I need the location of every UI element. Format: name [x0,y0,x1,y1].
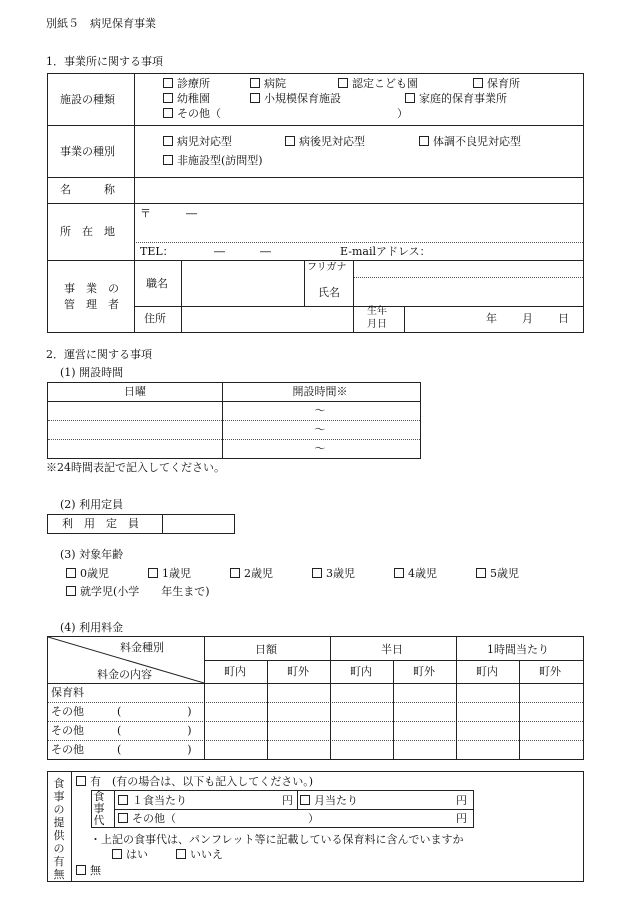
checkbox-icon [148,568,158,578]
checkbox-icon [394,568,404,578]
checkbox-icon [112,849,122,859]
fee-row-childcare: 保育料 [51,686,84,699]
meal-included-yes[interactable]: はい [112,849,148,860]
meal-per-meal-yen: 円 [282,794,293,807]
manager-birth-label-2: 月日 [367,319,387,330]
manager-birth-label-1: 生年 [367,306,387,317]
facility-option-kindergarten[interactable]: 幼稚園 [163,93,210,104]
fee-row-other: その他 ( ) [51,705,192,718]
fee-col-in-town: 町内 [224,665,246,678]
age-option-school[interactable]: 就学児(小学 年生まで) [66,586,210,597]
hours-row-tilde: ～ [314,423,326,436]
tel-dash-2: ― [260,245,271,258]
checkbox-icon [66,586,76,596]
business-option-recovering-child[interactable]: 病後児対応型 [285,136,365,147]
hours-row-tilde: ～ [314,404,326,417]
fee-col-out-town: 町外 [413,665,435,678]
section-2-title: 2．運営に関する事項 [46,348,152,361]
meal-per-meal-option[interactable]: １食当たり [118,795,187,806]
meal-side-label: 食事の提供の有無 [53,777,65,881]
postal-mark: 〒 [140,207,151,220]
business-option-visiting[interactable]: 非施設型(訪問型) [163,155,263,166]
fee-col-in-town: 町内 [350,665,372,678]
checkbox-icon [118,795,128,805]
capacity-field[interactable] [163,515,233,533]
fee-row-other: その他 ( ) [51,724,192,737]
checkbox-icon [300,795,310,805]
checkbox-icon [285,136,295,146]
fee-col-out-town: 町外 [539,665,561,678]
capacity-title: (2) 利用定員 [60,498,124,511]
facility-option-certified-kodomoen[interactable]: 認定こども園 [338,78,418,89]
checkbox-icon [338,78,348,88]
fees-title: (4) 利用料金 [60,621,124,634]
section-1-title: 1．事業所に関する事項 [46,55,163,68]
facility-name-label: 名 称 [60,183,115,196]
meal-included-no[interactable]: いいえ [176,849,223,860]
birth-year-label: 年 [486,312,497,325]
checkbox-icon [163,78,173,88]
facility-option-clinic[interactable]: 診療所 [163,78,210,89]
hours-title: (1) 開設時間 [60,366,124,379]
business-option-sick-child[interactable]: 病児対応型 [163,136,232,147]
fee-type-header: 料金種別 [120,641,164,654]
business-option-unwell-child[interactable]: 体調不良児対応型 [419,136,521,147]
birth-month-label: 月 [522,312,533,325]
hours-row-tilde: ～ [314,442,326,455]
meal-option-no[interactable]: 無 [76,865,101,876]
fee-group-half-day: 半日 [381,643,403,656]
postal-dash: ― [186,207,197,220]
checkbox-icon [419,136,429,146]
fee-group-hourly: 1時間当たり [487,643,549,656]
meal-per-month-yen: 円 [456,794,467,807]
manager-furigana-label: フリガナ [307,262,347,273]
age-option-5[interactable]: 5歳児 [476,568,519,579]
fee-content-header: 料金の内容 [97,668,152,681]
age-option-3[interactable]: 3歳児 [312,568,355,579]
meal-cost-label: 食事代 [93,790,105,827]
document-header: 別紙５ 病児保育事業 [46,17,156,30]
manager-label-1: 事 業 の [64,282,119,295]
fee-col-in-town: 町内 [476,665,498,678]
checkbox-icon [250,93,260,103]
email-label: E-mailアドレス： [340,245,431,258]
checkbox-icon [405,93,415,103]
meal-other-yen: 円 [456,812,467,825]
hours-note: ※24時間表記で記入してください。 [46,461,225,474]
manager-name-label: 氏名 [318,286,340,299]
age-option-4[interactable]: 4歳児 [394,568,437,579]
manager-address-label: 住所 [144,312,166,325]
business-kind-label: 事業の種別 [60,145,115,158]
capacity-label: 利 用 定 員 [62,517,139,530]
facility-option-other[interactable]: その他（ ） [163,108,408,119]
checkbox-icon [163,155,173,165]
checkbox-icon [118,813,128,823]
checkbox-icon [176,849,186,859]
tel-label: TEL： [140,245,174,258]
meal-per-month-option[interactable]: 月当たり [300,795,358,806]
checkbox-icon [163,136,173,146]
fee-col-out-town: 町外 [287,665,309,678]
manager-role-label: 職名 [146,277,168,290]
facility-option-nursery[interactable]: 保育所 [473,78,520,89]
fee-row-other: その他 ( ) [51,743,192,756]
birth-day-label: 日 [558,312,569,325]
checkbox-icon [163,108,173,118]
meal-other-option[interactable]: その他（ ） [118,813,319,824]
hours-col-day: 日曜 [124,385,146,398]
checkbox-icon [250,78,260,88]
age-option-2[interactable]: 2歳児 [230,568,273,579]
checkbox-icon [476,568,486,578]
checkbox-icon [163,93,173,103]
checkbox-icon [76,865,86,875]
checkbox-icon [312,568,322,578]
tel-dash-1: ― [214,245,225,258]
facility-name-field[interactable] [134,178,582,202]
fee-group-daily: 日額 [255,643,277,656]
age-option-0[interactable]: 0歳児 [66,568,109,579]
address-label: 所 在 地 [60,225,115,238]
checkbox-icon [66,568,76,578]
facility-option-hospital[interactable]: 病院 [250,78,286,89]
checkbox-icon [76,776,86,786]
age-option-1[interactable]: 1歳児 [148,568,191,579]
facility-option-home-nursery[interactable]: 家庭的保育事業所 [405,93,507,104]
checkbox-icon [473,78,483,88]
target-age-title: (3) 対象年齢 [60,548,124,561]
hours-table [47,382,421,459]
checkbox-icon [230,568,240,578]
facility-option-small-nursery[interactable]: 小規模保育施設 [250,93,341,104]
hours-col-time: 開設時間※ [292,385,348,398]
meal-option-yes[interactable]: 有 (有の場合は、以下も記入してください。) [76,776,313,787]
meal-included-question: ・上記の食事代は、パンフレット等に記載している保育料に含んでいますか [90,833,464,846]
facility-type-label: 施設の種類 [60,93,115,106]
manager-label-2: 管 理 者 [64,298,119,311]
